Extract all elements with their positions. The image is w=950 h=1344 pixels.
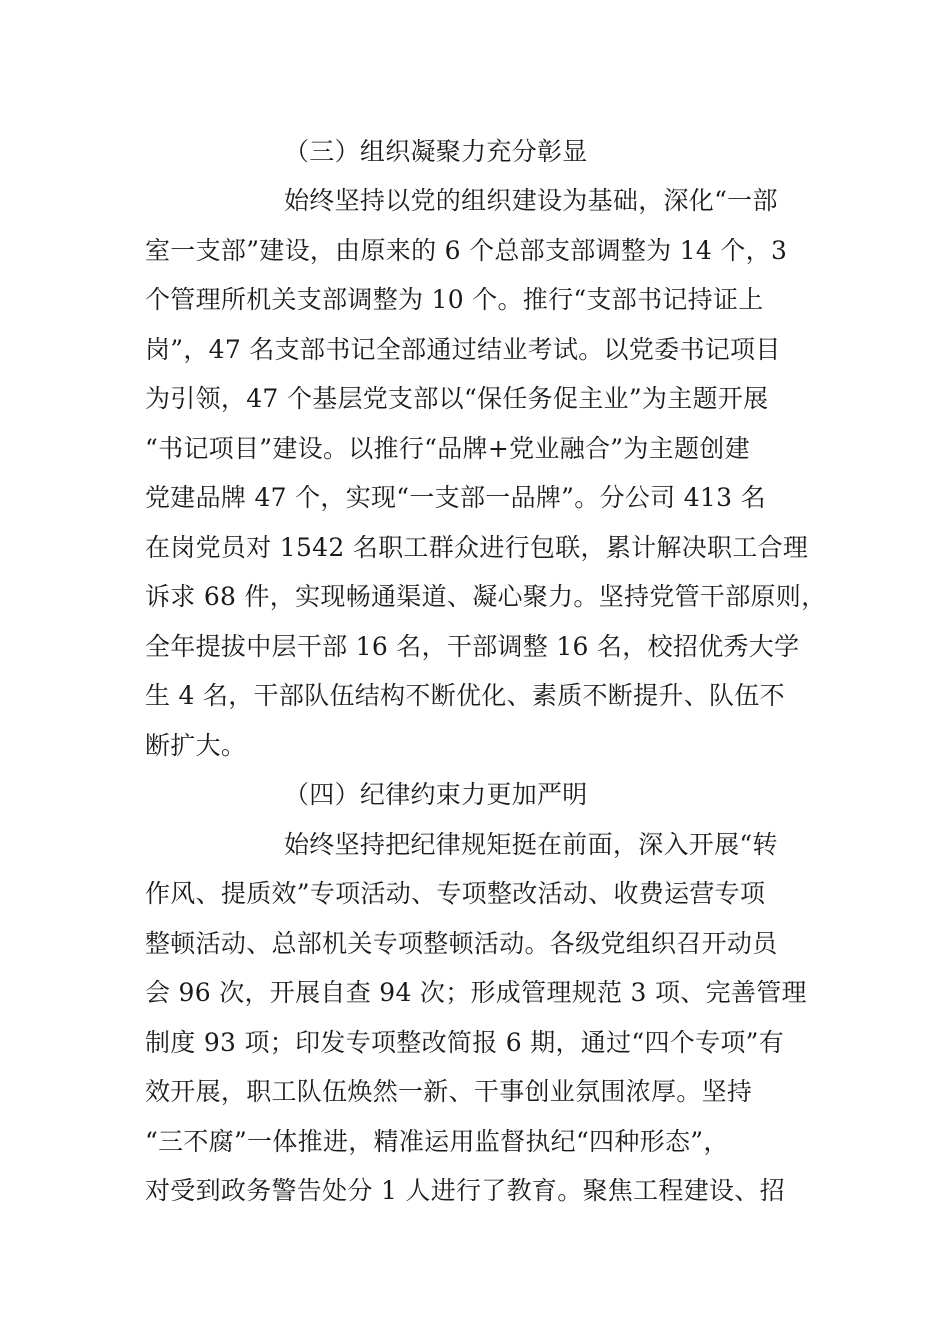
paragraph-line: 室一支部”建设，由原来的 6 个总部支部调整为 14 个，3: [145, 236, 788, 265]
paragraph-line: 岗”，47 名支部书记全部通过结业考试。以党委书记项目: [145, 335, 781, 364]
paragraph-line: 制度 93 项；印发专项整改简报 6 期，通过“四个专项”有: [145, 1028, 785, 1057]
paragraph-line: 对受到政务警告处分 1 人进行了教育。聚焦工程建设、招: [145, 1176, 785, 1205]
paragraph-line: 作风、提质效”专项活动、专项整改活动、收费运营专项: [145, 879, 766, 908]
section-heading: （四）纪律约束力更加严明: [284, 780, 588, 809]
paragraph-line: 个管理所机关支部调整为 10 个。推行“支部书记持证上: [145, 285, 764, 314]
paragraph-line: 整顿活动、总部机关专项整顿活动。各级党组织召开动员: [145, 929, 778, 958]
paragraph-line: 断扩大。: [145, 731, 247, 760]
paragraph-line: “书记项目”建设。以推行“品牌+党业融合”为主题创建: [145, 434, 750, 463]
paragraph-line: 在岗党员对 1542 名职工群众进行包联，累计解决职工合理: [145, 533, 809, 562]
paragraph-line: 生 4 名，干部队伍结构不断优化、素质不断提升、队伍不: [145, 681, 785, 710]
paragraph-line: 党建品牌 47 个，实现“一支部一品牌”。分公司 413 名: [145, 483, 766, 512]
paragraph-line: 诉求 68 件，实现畅通渠道、凝心聚力。坚持党管干部原则，: [145, 582, 827, 611]
paragraph-line: “三不腐”一体推进，精准运用监督执纪“四种形态”，: [145, 1127, 729, 1156]
paragraph-line: 会 96 次，开展自查 94 次；形成管理规范 3 项、完善管理: [145, 978, 807, 1007]
paragraph-line: 为引领，47 个基层党支部以“保任务促主业”为主题开展: [145, 384, 769, 413]
paragraph-line: 全年提拔中层干部 16 名，干部调整 16 名，校招优秀大学: [145, 632, 800, 661]
paragraph-line: 效开展，职工队伍焕然一新、干事创业氛围浓厚。坚持: [145, 1077, 753, 1106]
paragraph-line: 始终坚持把纪律规矩挺在前面，深入开展“转: [284, 830, 778, 859]
section-heading: （三）组织凝聚力充分彰显: [284, 137, 588, 166]
paragraph-line: 始终坚持以党的组织建设为基础，深化“一部: [284, 186, 778, 215]
